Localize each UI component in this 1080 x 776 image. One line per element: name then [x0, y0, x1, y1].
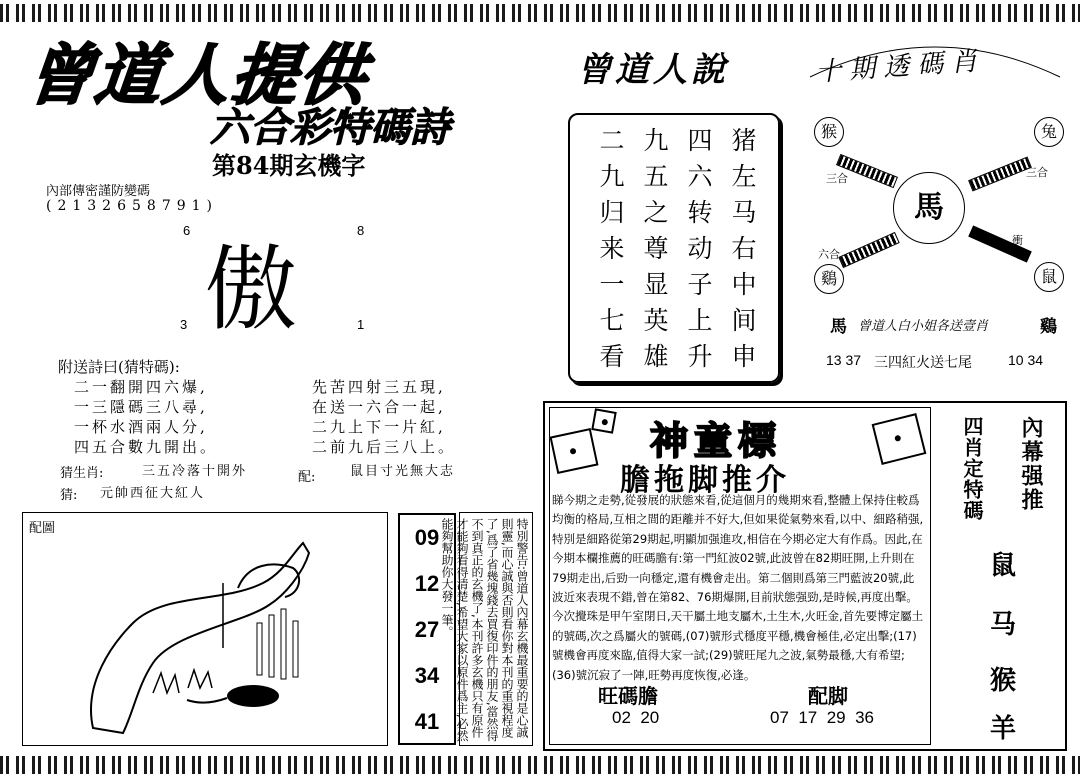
daoren-title: 曾道人說 [577, 50, 729, 90]
grass-tuft [188, 670, 212, 688]
caption-right: 鷄 [1040, 317, 1057, 337]
nums-right: 10 34 [1008, 352, 1044, 368]
warning-text: 特別警告:曾道人內幕玄機最重要的是心誠則靈,而心誠與否則看你對本刊的重視程度了,爲了省幾塊錢去買復印件的朋友,當然得不到真正的玄機了,本刊許多玄機只有原件才能夠看得清楚,希望大家以原件爲主,必然能夠幫助你大發一筆。 [440, 518, 529, 742]
grid-char: 九 [599, 162, 625, 191]
side-zodiac: 羊 [990, 714, 1017, 744]
grid-char: 六 [687, 162, 713, 191]
poem-line: 二一翻開四六爆, [74, 378, 208, 396]
poem-line: 四五合數九開出。 [74, 438, 219, 456]
bamboo-stick [257, 623, 262, 675]
dice-icon [591, 408, 616, 433]
banker-label: 旺碼膽 [598, 684, 658, 708]
grid-char: 二 [599, 126, 625, 155]
grid-char: 英 [643, 306, 669, 335]
grid-char: 归 [599, 198, 625, 227]
grid-char: 尊 [643, 234, 669, 263]
poem-line: 一三隱碼三八尋, [74, 398, 208, 416]
grid-char: 申 [731, 342, 757, 371]
side-text-b: 四肖定特碼 [960, 416, 984, 521]
feet-label: 配脚 [808, 684, 848, 708]
poem-line: 二九上下一片紅, [312, 418, 446, 436]
number-cell: 12 [414, 571, 440, 596]
feet-numbers: 07 17 29 36 [770, 708, 874, 727]
rat-tail [187, 698, 227, 703]
pair-label: 配: [298, 470, 316, 485]
grid-char: 四 [687, 126, 713, 155]
panel-article: 睇今期之走勢,從發展的狀態來看,從這個月的幾期來看,整體上保持住較爲均衡的格局,互相之間的距離并不好大,但如果從氣勢來看,以中、細路稍强,特別是細路從第29期起,明顯加强進攻,相信在今期必定大有作爲。因此,在今期本欄推薦的旺碼膽有:第一門紅波02號,此波曾在82期旺開,上升則在79期走出,后勁一向穩定,還有機會走出。第二個則爲第三門藍波20號,此波近來表現不錯,曾在第82、76期爆開,目前狀態强勁,是時候,再度出擊。今次攪珠是甲午室閉日,天干屬土地支屬木,土生木,火旺金,首先要博定屬土的號碼,次之爲屬火的號碼,(07)號形式穩度平穩,機會極佳,必定出擊;(17)號機會再度來臨,值得大家一試;(29)號旺尾九之波,氣勢最穩,大有希望;(36)號沉寂了一陣,旺勢再度恢復,必逢。 [552, 493, 924, 682]
grid-char: 中 [731, 270, 757, 299]
zodiac-center-horse: 馬 [893, 172, 965, 244]
side-zodiac: 鼠 [990, 551, 1017, 581]
branch-shape [91, 543, 309, 733]
bamboo-stick [293, 621, 298, 677]
zodiac-rat: 鼠 [1034, 262, 1064, 292]
poem-left [74, 376, 218, 456]
pair-text: 鼠目寸光無大志 [350, 464, 456, 479]
corner-number-br: 1 [357, 317, 365, 332]
guess-zodiac-text: 三五冷落十開外 [142, 464, 248, 479]
secret-note: 內部傳密謹防變碼 [46, 184, 151, 199]
top-border [0, 4, 1080, 22]
grid-char: 七 [599, 306, 625, 335]
nums-mid: 三四紅火送七尾 [874, 355, 972, 371]
grid-char: 动 [687, 234, 713, 263]
grid-char: 九 [643, 126, 669, 155]
number-cell: 41 [414, 709, 440, 734]
arrow-to-rooster [838, 232, 900, 268]
grid-char: 间 [731, 306, 757, 335]
corner-number-tl: 6 [183, 223, 191, 238]
guess-label: 猜: [60, 488, 78, 503]
relation-label-tr: 三合 [1026, 166, 1048, 179]
poem-right [312, 376, 456, 456]
zodiac-monkey: 猴 [814, 117, 844, 147]
arrow-to-rabbit [968, 156, 1032, 191]
poem-line: 先苦四射三五現, [312, 378, 446, 396]
grid-char: 显 [643, 270, 669, 299]
code-number: (2132658791) [46, 198, 218, 214]
panel-title: 神童標 [650, 419, 783, 463]
side-zodiac: 马 [990, 610, 1017, 640]
bamboo-stick [269, 615, 274, 677]
number-cell: 34 [414, 663, 440, 688]
grid-char: 右 [731, 234, 757, 263]
zodiac-rooster: 鷄 [814, 264, 844, 294]
grid-char: 之 [643, 198, 669, 227]
rat-figure [227, 685, 279, 707]
grid-char: 左 [731, 162, 757, 191]
picture-label: 配圖 [29, 521, 56, 536]
number-cell: 27 [414, 617, 440, 642]
grid-char: 一 [599, 270, 625, 299]
picture-illustration [23, 513, 385, 743]
page-subtitle: 六合彩特碼詩 [210, 105, 450, 151]
relation-label-br: 衝 [1012, 234, 1023, 247]
daoren-grid [590, 123, 766, 375]
mystery-character: 傲 [205, 236, 298, 343]
bottom-border [0, 756, 1080, 774]
corner-number-tr: 8 [357, 223, 365, 238]
poem-line: 一杯水酒兩人分, [74, 418, 208, 436]
issue-label: 第84期玄機字 [212, 151, 366, 180]
panel-subtitle: 膽拖脚推介 [620, 463, 790, 498]
grid-char: 转 [687, 198, 713, 227]
grid-char: 猪 [731, 126, 757, 155]
guess-zodiac-label: 猜生肖: [60, 466, 104, 481]
grid-char: 子 [687, 270, 713, 299]
grid-char: 上 [687, 306, 713, 335]
poem-line: 二前九后三八上。 [312, 438, 457, 456]
grid-char: 五 [643, 162, 669, 191]
relation-label-tl: 三合 [826, 172, 848, 185]
poem-title: 附送詩曰(猜特碼): [58, 358, 180, 376]
grid-char: 来 [599, 234, 625, 263]
page-title: 曾道人提供 [23, 37, 372, 114]
banker-numbers: 02 20 [612, 708, 660, 727]
grid-char: 雄 [643, 342, 669, 371]
zodiac-heading: 十期透碼肖 [814, 46, 987, 88]
poem-line: 在送一六合一起, [312, 398, 446, 416]
nums-left: 13 37 [826, 352, 862, 368]
grid-char: 升 [687, 342, 713, 371]
picture-frame [22, 512, 388, 746]
grass-tuft [153, 673, 179, 693]
guess-text: 元帥西征大紅人 [100, 486, 206, 501]
relation-label-bl: 六合 [818, 248, 840, 261]
side-zodiac: 猴 [990, 666, 1017, 696]
bamboo-stick [281, 609, 286, 679]
corner-number-bl: 3 [180, 317, 188, 332]
grid-char: 马 [731, 198, 757, 227]
daoren-grid-box [568, 113, 780, 383]
zodiac-rabbit: 兔 [1034, 117, 1064, 147]
caption-mid: 曾道人白小姐各送壹肖 [858, 319, 989, 334]
caption-left: 馬 [830, 317, 847, 337]
side-text-a: 內幕强推 [1018, 416, 1044, 512]
number-cell: 09 [414, 525, 440, 550]
grid-char: 看 [599, 342, 625, 371]
